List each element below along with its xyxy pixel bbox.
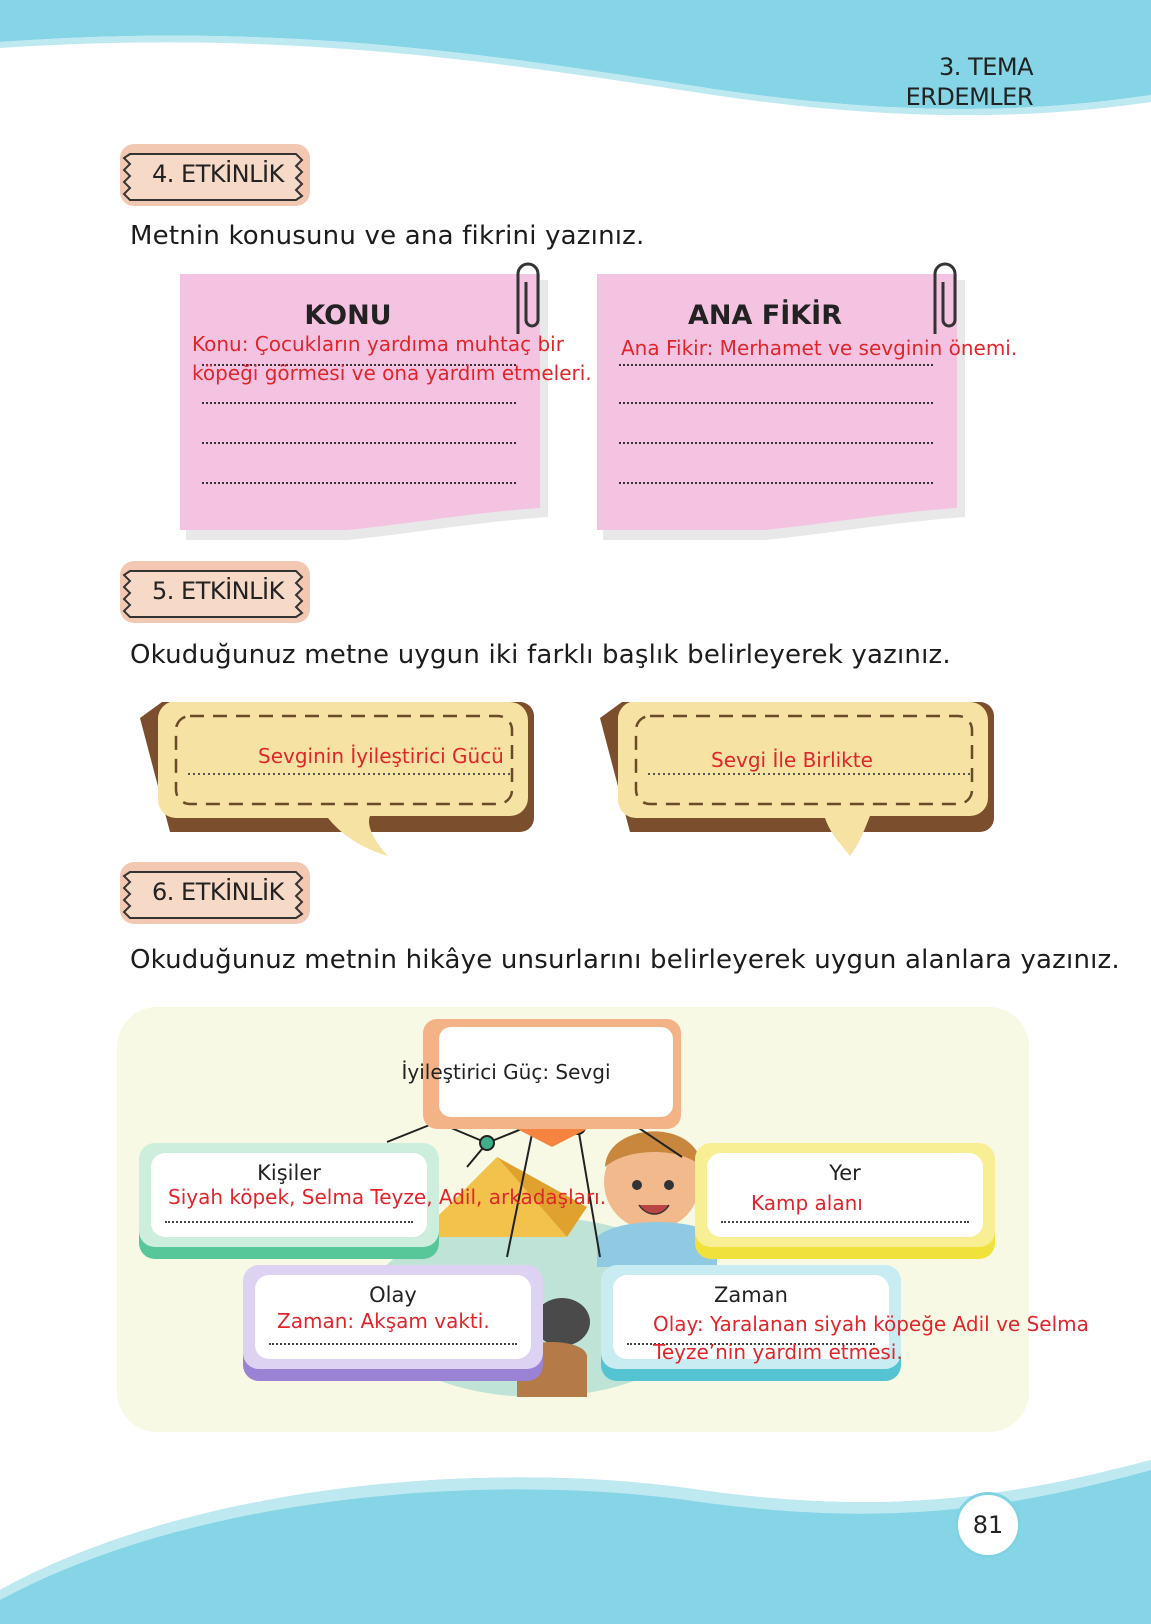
konu-note (178, 272, 592, 532)
olay-card (255, 1275, 531, 1359)
answer-line (619, 364, 933, 366)
zaman-answer-line1: Olay: Yaralanan siyah köpeğe Adil ve Selma (653, 1312, 1089, 1336)
konu-answer[interactable] (192, 330, 592, 388)
story-center-label: İyileştirici Güç: Sevgi (401, 1060, 611, 1084)
theme-name: ERDEMLER (905, 83, 1033, 111)
konu-answer-line1: Konu: Çocukların yardıma muhtaç bir (192, 332, 564, 356)
title-bubble-2 (600, 688, 1000, 858)
activity-5-label: 5. ETKİNLİK (152, 577, 284, 605)
activity-5-badge (118, 557, 314, 627)
answer-line (202, 442, 516, 444)
activity-5-instruction: Okuduğunuz metne uygun iki farklı başlık belirleyerek yazınız. (130, 640, 951, 670)
ana-fikir-answer[interactable]: Ana Fikir: Merhamet ve sevginin önemi. (621, 336, 1018, 360)
answer-line (721, 1221, 969, 1223)
answer-line (619, 482, 933, 484)
yer-answer[interactable]: Kamp alanı (751, 1191, 863, 1215)
kisiler-answer[interactable]: Siyah köpek, Selma Teyze, Adil, arkadaşları. (168, 1185, 607, 1209)
answer-line (269, 1343, 517, 1345)
activity-4-label: 4. ETKİNLİK (152, 160, 284, 188)
zaman-label: Zaman (714, 1283, 788, 1307)
zaman-answer-line2: Teyze’nin yardım etmesi. (653, 1340, 903, 1364)
title-2-answer[interactable]: Sevgi İle Birlikte (711, 748, 873, 772)
answer-line (165, 1221, 413, 1223)
answer-line (202, 482, 516, 484)
activity-4-instruction: Metnin konusunu ve ana fikrini yazınız. (130, 221, 645, 251)
ana-fikir-note (595, 272, 1018, 532)
theme-number: 3. TEMA (939, 53, 1033, 81)
answer-line (619, 402, 933, 404)
yer-label: Yer (829, 1161, 861, 1185)
zaman-answer[interactable] (653, 1310, 1089, 1366)
activity-6-badge (118, 858, 314, 928)
olay-answer[interactable]: Zaman: Akşam vakti. (277, 1309, 490, 1333)
konu-answer-line2: köpeği görmesi ve ona yardım etmeleri. (192, 361, 592, 385)
answer-line (202, 402, 516, 404)
kisiler-label: Kişiler (257, 1161, 321, 1185)
activity-4-badge (118, 140, 314, 210)
title-bubble-1 (140, 688, 540, 858)
page-number: 81 (955, 1492, 1021, 1558)
activity-6-instruction: Okuduğunuz metnin hikâye unsurlarını belirleyerek uygun alanlara yazınız. (130, 945, 1120, 975)
theme-heading (906, 52, 1033, 112)
activity-6-label: 6. ETKİNLİK (152, 878, 284, 906)
story-elements-panel (117, 1007, 1089, 1432)
yer-card (707, 1153, 983, 1237)
title-1-answer[interactable]: Sevginin İyileştirici Gücü (258, 744, 504, 768)
olay-label: Olay (369, 1283, 417, 1307)
answer-line (619, 442, 933, 444)
ana-fikir-title: ANA FİKİR (687, 300, 843, 331)
konu-title: KONU (304, 300, 392, 331)
